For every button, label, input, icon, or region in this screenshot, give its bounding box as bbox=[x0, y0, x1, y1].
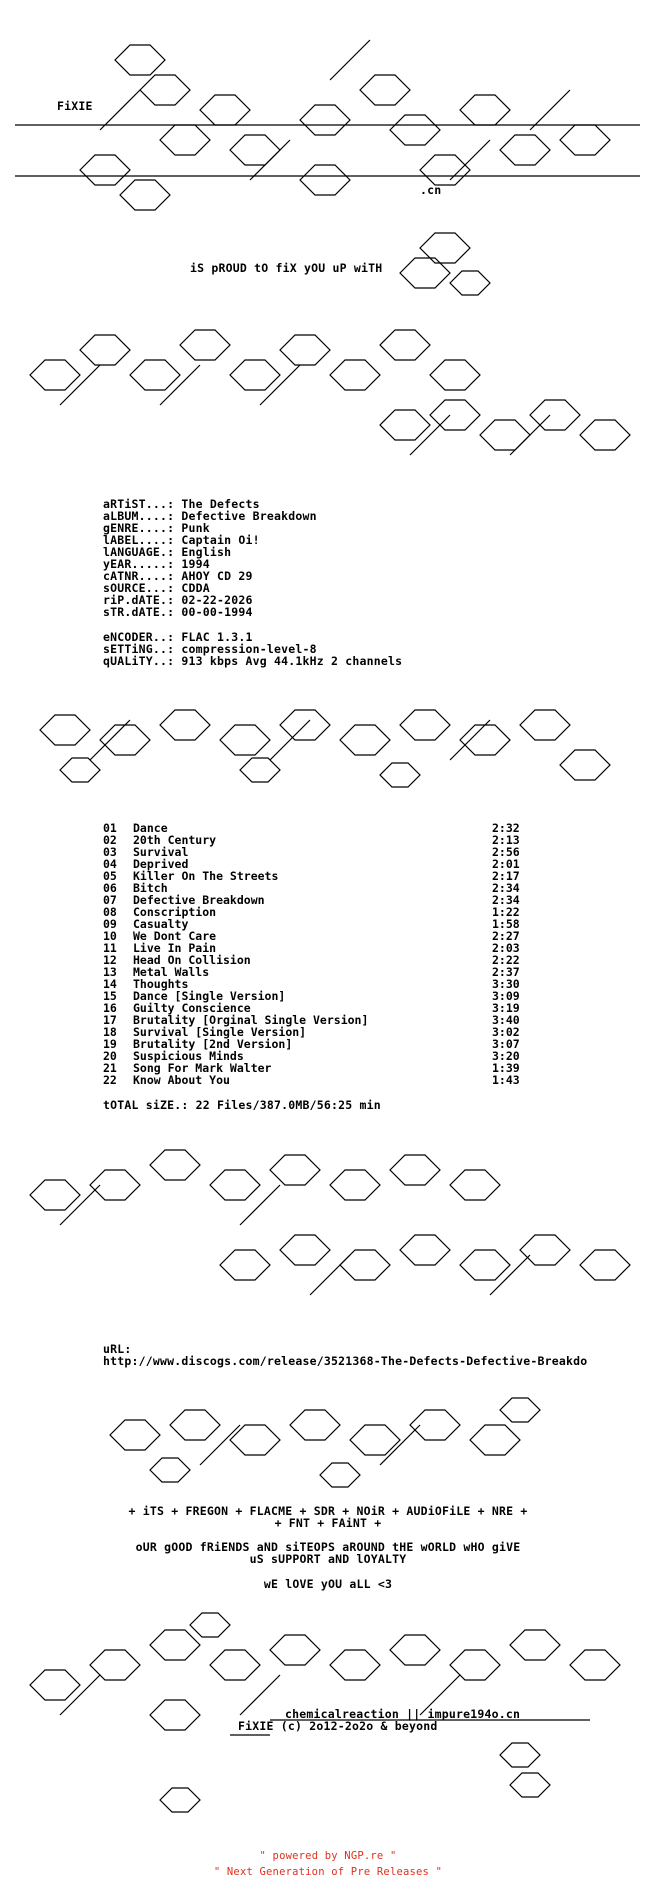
powered-by[interactable]: " powered by NGP.re " bbox=[259, 1850, 397, 1862]
year-value: 1994 bbox=[181, 557, 210, 571]
track-number: 20 bbox=[103, 1049, 117, 1063]
catnr-label: cATNR....: bbox=[103, 569, 175, 583]
track-number: 09 bbox=[103, 917, 117, 931]
track-number: 07 bbox=[103, 893, 117, 907]
track-time: 1:22 bbox=[492, 905, 520, 919]
footer-sites: chemicalreaction || impure194o.cn bbox=[285, 1707, 521, 1721]
info-quality bbox=[103, 655, 402, 667]
group-tag: FiXIE bbox=[57, 99, 93, 113]
track-title: Thoughts bbox=[133, 977, 189, 991]
track-title: Survival [Single Version] bbox=[133, 1025, 307, 1039]
quality-label: qUALiTY..: bbox=[103, 654, 175, 668]
ascii-art-block-2 bbox=[0, 680, 656, 810]
track-time: 2:13 bbox=[492, 833, 520, 847]
str-date-value: 00-00-1994 bbox=[181, 605, 253, 619]
language-value: English bbox=[181, 545, 232, 559]
decorative-art-3 bbox=[0, 1125, 656, 1310]
track-number: 17 bbox=[103, 1013, 117, 1027]
track-title: Metal Walls bbox=[133, 965, 210, 979]
track-title: Live In Pain bbox=[133, 941, 217, 955]
year-label: yEAR.....: bbox=[103, 557, 175, 571]
track-time: 1:58 bbox=[492, 917, 520, 931]
track-title: 20th Century bbox=[133, 833, 217, 847]
track-time: 2:22 bbox=[492, 953, 520, 967]
greets-line-2: + FNT + FAiNT + bbox=[274, 1516, 382, 1530]
thanks-line-2: uS sUPPORT aND lOYALTY bbox=[249, 1552, 407, 1566]
track-row bbox=[103, 1074, 523, 1086]
footer-copyright: FiXIE (c) 2o12-2o2o & beyond bbox=[238, 1719, 438, 1733]
encoder-value: FLAC 1.3.1 bbox=[181, 630, 253, 644]
language-label: lANGUAGE.: bbox=[103, 545, 175, 559]
track-number: 18 bbox=[103, 1025, 117, 1039]
track-time: 1:43 bbox=[492, 1073, 520, 1087]
decorative-art-2 bbox=[0, 680, 656, 810]
decorative-art-1 bbox=[0, 305, 656, 475]
track-title: Survival bbox=[133, 845, 189, 859]
str-date-label: sTR.dATE.: bbox=[103, 605, 175, 619]
greets-line-1: + iTS + FREGON + FLACME + SDR + NOiR + AUDiOFiLE + NRE + bbox=[128, 1504, 528, 1518]
track-title: Killer On The Streets bbox=[133, 869, 279, 883]
track-time: 2:01 bbox=[492, 857, 520, 871]
track-number: 19 bbox=[103, 1037, 117, 1051]
genre-value: Punk bbox=[181, 521, 210, 535]
track-time: 3:40 bbox=[492, 1013, 520, 1027]
setting-value: compression-level-8 bbox=[181, 642, 317, 656]
encoder-label: eNCODER..: bbox=[103, 630, 175, 644]
ascii-art-block-4 bbox=[0, 1380, 656, 1495]
track-time: 1:39 bbox=[492, 1061, 520, 1075]
love-line: wE lOVE yOU aLL <3 bbox=[263, 1577, 393, 1591]
ngp-tagline: " Next Generation of Pre Releases " bbox=[213, 1866, 443, 1878]
info-str-date bbox=[103, 606, 253, 618]
track-time: 3:07 bbox=[492, 1037, 520, 1051]
track-title: Dance bbox=[133, 821, 168, 835]
track-time: 2:32 bbox=[492, 821, 520, 835]
track-number: 14 bbox=[103, 977, 117, 991]
track-number: 05 bbox=[103, 869, 117, 883]
url-label: uRL: bbox=[103, 1342, 132, 1356]
track-time: 3:02 bbox=[492, 1025, 520, 1039]
track-title: Deprived bbox=[133, 857, 189, 871]
rip-date-label: riP.dATE.: bbox=[103, 593, 175, 607]
thanks-line-1: oUR gOOD fRiENDS aND siTEOPS aROUND tHE wORLD wHO giVE bbox=[135, 1540, 521, 1554]
album-label: aLBUM....: bbox=[103, 509, 175, 523]
track-title: Brutality [Orginal Single Version] bbox=[133, 1013, 369, 1027]
ascii-art-block-1 bbox=[0, 305, 656, 475]
track-title: Know About You bbox=[133, 1073, 230, 1087]
track-number: 21 bbox=[103, 1061, 117, 1075]
ascii-art-block-3 bbox=[0, 1125, 656, 1310]
track-time: 2:17 bbox=[492, 869, 520, 883]
track-number: 16 bbox=[103, 1001, 117, 1015]
track-title: Conscription bbox=[133, 905, 217, 919]
tagline: iS pROUD tO fiX yOU uP wiTH bbox=[190, 261, 383, 275]
track-time: 3:30 bbox=[492, 977, 520, 991]
site-tag: .cn bbox=[420, 183, 442, 197]
total-size: tOTAL siZE.: 22 Files/387.0MB/56:25 min bbox=[103, 1098, 381, 1112]
track-number: 22 bbox=[103, 1073, 117, 1087]
track-time: 2:27 bbox=[492, 929, 520, 943]
track-number: 01 bbox=[103, 821, 117, 835]
discogs-link[interactable]: http://www.discogs.com/release/3521368-The-Defects-Defective-Breakdo bbox=[103, 1354, 588, 1368]
label-value: Captain Oi! bbox=[181, 533, 260, 547]
track-number: 15 bbox=[103, 989, 117, 1003]
track-time: 2:34 bbox=[492, 893, 520, 907]
fixie-logo-art bbox=[0, 20, 656, 230]
track-number: 13 bbox=[103, 965, 117, 979]
album-value: Defective Breakdown bbox=[181, 509, 317, 523]
decorative-art-4 bbox=[0, 1380, 656, 1495]
rip-date-value: 02-22-2026 bbox=[181, 593, 253, 607]
genre-label: gENRE....: bbox=[103, 521, 175, 535]
track-title: We Dont Care bbox=[133, 929, 217, 943]
track-time: 2:03 bbox=[492, 941, 520, 955]
track-title: Song For Mark Walter bbox=[133, 1061, 272, 1075]
track-number: 04 bbox=[103, 857, 117, 871]
track-number: 08 bbox=[103, 905, 117, 919]
quality-value: 913 kbps Avg 44.1kHz 2 channels bbox=[181, 654, 403, 668]
track-number: 02 bbox=[103, 833, 117, 847]
track-title: Brutality [2nd Version] bbox=[133, 1037, 293, 1051]
track-number: 10 bbox=[103, 929, 117, 943]
track-time: 3:20 bbox=[492, 1049, 520, 1063]
track-title: Defective Breakdown bbox=[133, 893, 265, 907]
label-label: lABEL....: bbox=[103, 533, 175, 547]
track-number: 06 bbox=[103, 881, 117, 895]
source-value: CDDA bbox=[181, 581, 210, 595]
track-time: 2:34 bbox=[492, 881, 520, 895]
setting-label: sETTiNG..: bbox=[103, 642, 175, 656]
track-number: 03 bbox=[103, 845, 117, 859]
source-label: sOURCE...: bbox=[103, 581, 175, 595]
track-time: 2:37 bbox=[492, 965, 520, 979]
artist-label: aRTiST...: bbox=[103, 497, 175, 511]
track-number: 12 bbox=[103, 953, 117, 967]
track-title: Head On Collision bbox=[133, 953, 251, 967]
track-title: Suspicious Minds bbox=[133, 1049, 244, 1063]
logo-ascii-art bbox=[0, 20, 656, 230]
track-time: 2:56 bbox=[492, 845, 520, 859]
track-title: Dance [Single Version] bbox=[133, 989, 286, 1003]
track-title: Bitch bbox=[133, 881, 168, 895]
track-time: 3:09 bbox=[492, 989, 520, 1003]
track-time: 3:19 bbox=[492, 1001, 520, 1015]
artist-value: The Defects bbox=[181, 497, 260, 511]
track-title: Casualty bbox=[133, 917, 189, 931]
catnr-value: AHOY CD 29 bbox=[181, 569, 253, 583]
track-number: 11 bbox=[103, 941, 117, 955]
track-title: Guilty Conscience bbox=[133, 1001, 251, 1015]
